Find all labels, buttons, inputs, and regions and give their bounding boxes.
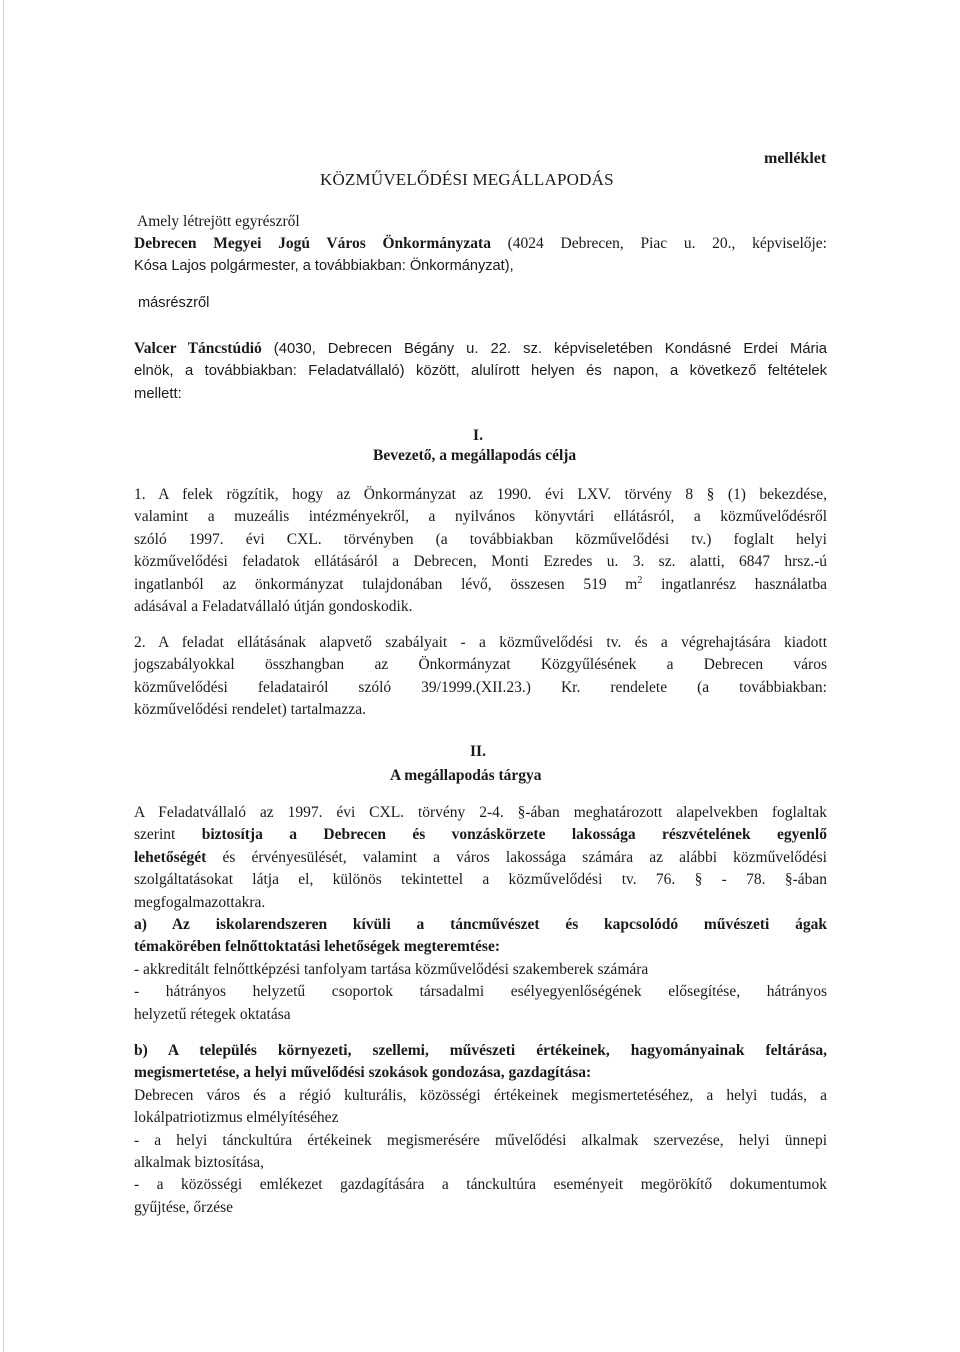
s1p2-line: közművelődési rendelet) tartalmazza. [134, 701, 366, 719]
party2-address: (4030, Debrecen Bégány u. 22. sz. képviseletében Kondásné Erdei Mária [261, 341, 827, 357]
point-b-item: Debrecen város és a régió kulturális, közösségi értékeinek megismertetéséhez, a helyi tudás, a [134, 1086, 827, 1104]
party1-name: Debrecen Megyei Jogú Város Önkormányzata [134, 235, 491, 252]
section2-paragraph1 [134, 802, 827, 914]
point-a-item: helyzetű rétegek oktatása [134, 1005, 291, 1023]
point-a-item: - hátrányos helyzetű csoportok társadalmi esélyegyenlőségének elősegítése, hátrányos [134, 983, 827, 1001]
s2p1-line2 [134, 824, 827, 846]
s1p1-line-area [134, 574, 827, 596]
s1p1-line: szóló 1997. évi CXL. törvényben (a továbbiakban közművelődési tv.) foglalt helyi [134, 530, 827, 548]
section1-number [0, 425, 960, 447]
point-b-item: alkalmak biztosítása, [134, 1153, 264, 1171]
point-a-item: - akkreditált felnőttképzési tanfolyam tartása közművelődési szakemberek számára [134, 960, 649, 978]
party2-line2: elnök, a továbbiakban: Feladatvállaló) között, alulírott helyen és napon, a következő feltételek [134, 363, 827, 380]
point-b-item: lokálpatriotizmus elmélyítéséhez [134, 1109, 339, 1127]
section2-point-b [134, 1040, 827, 1219]
party2-line1 [134, 338, 827, 360]
section2-number-text: II. [470, 743, 486, 760]
section1-paragraph2 [134, 632, 827, 722]
area-unit-sup: 2 [637, 574, 643, 586]
s1p2-line: jogszabályokkal összhangban az Önkormányzat Közgyűlésének a Debrecen város [134, 656, 827, 674]
s2p1-line: A Feladatvállaló az 1997. évi CXL. törvény 2-4. §-ában meghatározott alapelvekben foglaltak [134, 804, 827, 821]
s1p1-line: 1. A felek rögzítik, hogy az Önkormányzat az 1990. évi LXV. törvény 8 § (1) bekezdése, [134, 486, 827, 503]
point-b-title: megismertetése, a helyi művelődési szokások gondozása, gazdagítása: [134, 1064, 592, 1082]
s1p1-line: valamint a muzeális intézményekről, a nyilvános könyvtári ellátásról, a közművelődésről [134, 508, 827, 526]
point-b-item: gyűjtése, őrzése [134, 1198, 233, 1216]
party2-block [134, 338, 827, 405]
point-a-title: témakörében felnőttoktatási lehetőségek megteremtése: [134, 938, 500, 956]
s2p1-text: szerint [134, 826, 202, 844]
party2-line3: mellett: [134, 385, 182, 402]
party1-line2: Kósa Lajos polgármester, a továbbiakban: Önkormányzat), [134, 258, 514, 275]
other-party-label: másrészről [138, 295, 210, 311]
s2p1-line: szolgáltatásokat látja el, különös tekintettel a közművelődési tv. 76. § - 78. §-ában [134, 871, 827, 889]
party1-block [134, 233, 827, 278]
s1p1-line: adásával a Feladatvállaló útján gondoskodik. [134, 597, 413, 615]
s1p2-line: 2. A feladat ellátásának alapvető szabályait - a közművelődési tv. és a végrehajtására kiadott [134, 634, 827, 651]
intro-text: Amely létrejött egyrészről [137, 213, 300, 230]
area-text-rest: ingatlanrész használatba [642, 575, 827, 593]
s2p1-line3 [134, 847, 827, 869]
document-title: KÖZMŰVELŐDÉSI MEGÁLLAPODÁS [320, 170, 614, 189]
scan-edge [3, 0, 4, 1352]
party1-address: (4024 Debrecen, Piac u. 20., képviselője: [490, 235, 827, 252]
s1p2-line: közművelődési feladatairól szóló 39/1999.(XII.23.) Kr. rendelete (a továbbiakban: [134, 678, 827, 696]
s2p1-line: megfogalmazottakra. [134, 893, 266, 911]
s2p1-text: és érvényesülését, valamint a város lakossága számára az alábbi közművelődési [206, 848, 827, 866]
s2p1-emphasis: lehetőségét [134, 848, 207, 866]
annex-label: melléklet [764, 150, 827, 167]
point-a-title: a) Az iskolarendszeren kívüli a táncművészet és kapcsolódó művészeti ágak [134, 916, 827, 933]
section1-number-text: I. [473, 427, 483, 444]
section2-title: A megállapodás tárgya [390, 767, 542, 784]
party2-name: Valcer Táncstúdió [134, 340, 262, 357]
s1p1-line: közművelődési feladatok ellátásáról a Debrecen, Monti Ezredes u. 3. sz. alatti, 6847 hrsz.-ú [134, 553, 827, 571]
section1-paragraph1 [134, 484, 827, 618]
party1-line1 [134, 233, 827, 255]
section1-title: Bevezető, a megállapodás célja [373, 447, 577, 464]
section2-number [0, 741, 960, 763]
section2-point-a [134, 914, 827, 1026]
point-b-item: - a helyi tánckultúra értékeinek megismerésére művelődési alkalmak szervezése, helyi ünnepi [134, 1131, 827, 1149]
area-text: ingatlanból az önkormányzat tulajdonában lévő, összesen 519 m [134, 575, 638, 593]
point-b-item: - a közösségi emlékezet gazdagítására a tánckultúra eseményeit megörökítő dokumentumok [134, 1176, 827, 1194]
s2p1-emphasis: biztosítja a Debrecen és vonzáskörzete lakossága részvételének egyenlő [201, 826, 827, 844]
point-b-title: b) A település környezeti, szellemi, művészeti értékeinek, hagyományainak feltárása, [134, 1042, 827, 1059]
